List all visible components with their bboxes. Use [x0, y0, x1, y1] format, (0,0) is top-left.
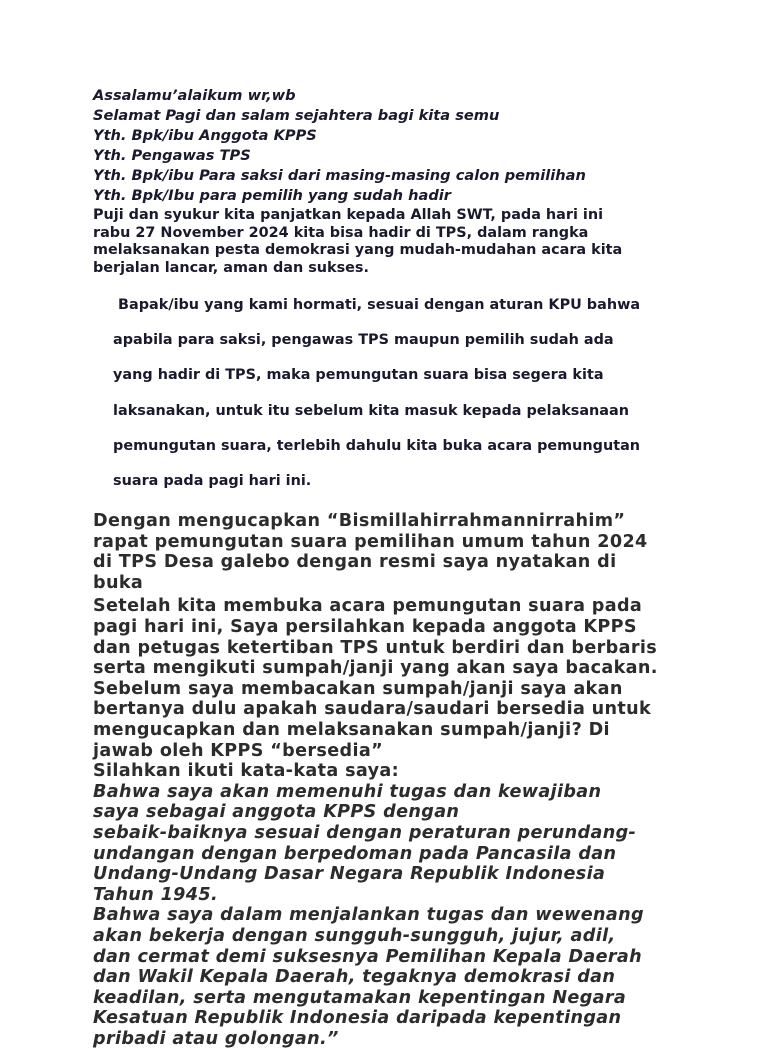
- greeting-line: Selamat Pagi dan salam sejahtera bagi kita semu: [93, 107, 500, 124]
- text-line: melaksanakan pesta demokrasi yang mudah-mudahan acara kita: [93, 242, 623, 259]
- text-line: Sebelum saya membacakan sumpah/janji saya akan: [93, 678, 623, 699]
- text-line: pribadi atau golongan.”: [93, 1028, 339, 1049]
- text-line: rabu 27 November 2024 kita bisa hadir di TPS, dalam rangka: [93, 224, 589, 241]
- intro-paragraph: [93, 207, 693, 277]
- text-line: buka: [93, 572, 144, 593]
- oath-instructions: [93, 596, 693, 781]
- text-line: pemungutan suara, terlebih dahulu kita buka acara pemungutan: [113, 437, 641, 454]
- text-line: dan Wakil Kepala Daerah, tegaknya demokrasi dan: [93, 967, 616, 988]
- text-line: berjalan lancar, aman dan sukses.: [93, 259, 369, 276]
- text-line: undangan dengan berpedoman pada Pancasila dan: [93, 843, 617, 864]
- greetings-block: [93, 86, 693, 206]
- text-line: Kesatuan Republik Indonesia daripada kepentingan: [93, 1008, 622, 1029]
- greeting-line: Yth. Bpk/ibu Para saksi dari masing-masing calon pemilihan: [93, 167, 586, 184]
- text-line: Bahwa saya akan memenuhi tugas dan kewajiban: [93, 781, 602, 802]
- greeting-line: Assalamu’alaikum wr,wb: [93, 87, 296, 104]
- document-page: [93, 86, 693, 1050]
- oath-text: [93, 782, 693, 1050]
- text-line: di TPS Desa galebo dengan resmi saya nyatakan di: [93, 552, 617, 573]
- text-line: mengucapkan dan melaksanakan sumpah/janji? Di: [93, 720, 610, 741]
- text-line: rapat pemungutan suara pemilihan umum tahun 2024: [93, 531, 648, 552]
- greeting-line: Yth. Bpk/Ibu para pemilih yang sudah hadir: [93, 187, 451, 204]
- text-line: Undang-Undang Dasar Negara Republik Indonesia: [93, 864, 606, 885]
- text-line: Puji dan syukur kita panjatkan kepada Allah SWT, pada hari ini: [93, 207, 604, 223]
- kpu-rules-paragraph: [93, 279, 693, 508]
- text-line: suara pada pagi hari ini.: [113, 472, 312, 489]
- text-line: Setelah kita membuka acara pemungutan suara pada: [93, 596, 643, 617]
- text-line: apabila para saksi, pengawas TPS maupun pemilih sudah ada: [113, 332, 614, 349]
- greeting-line: Yth. Bpk/ibu Anggota KPPS: [93, 127, 317, 144]
- text-line: Tahun 1945.: [93, 884, 218, 905]
- text-line: akan bekerja dengan sungguh-sungguh, jujur, adil,: [93, 925, 616, 946]
- text-line: Bahwa saya dalam menjalankan tugas dan wewenang: [93, 905, 644, 926]
- text-line: yang hadir di TPS, maka pemungutan suara bisa segera kita: [113, 367, 604, 384]
- text-line: pagi hari ini, Saya persilahkan kepada anggota KPPS: [93, 617, 637, 638]
- text-line: saya sebagai anggota KPPS dengan: [93, 802, 460, 823]
- greeting-line: Yth. Pengawas TPS: [93, 147, 251, 164]
- text-line: jawab oleh KPPS “bersedia”: [93, 740, 383, 761]
- text-line: keadilan, serta mengutamakan kepentingan Negara: [93, 987, 627, 1008]
- text-line: dan cermat demi suksesnya Pemilihan Kepala Daerah: [93, 946, 643, 967]
- text-line: sebaik-baiknya sesuai dengan peraturan perundang-: [93, 823, 637, 843]
- text-line: Bapak/ibu yang kami hormati, sesuai dengan aturan KPU bahwa: [113, 296, 641, 313]
- text-line: Dengan mengucapkan “Bismillahirrahmannirrahim”: [93, 511, 626, 532]
- text-line: laksanakan, untuk itu sebelum kita masuk kepada pelaksanaan: [113, 402, 629, 419]
- text-line: Silahkan ikuti kata-kata saya:: [93, 761, 399, 782]
- opening-declaration: [93, 511, 693, 593]
- text-line: serta mengikuti sumpah/janji yang akan saya bacakan.: [93, 658, 658, 679]
- text-line: bertanya dulu apakah saudara/saudari bersedia untuk: [93, 699, 652, 720]
- text-line: dan petugas ketertiban TPS untuk berdiri dan berbaris: [93, 637, 658, 658]
